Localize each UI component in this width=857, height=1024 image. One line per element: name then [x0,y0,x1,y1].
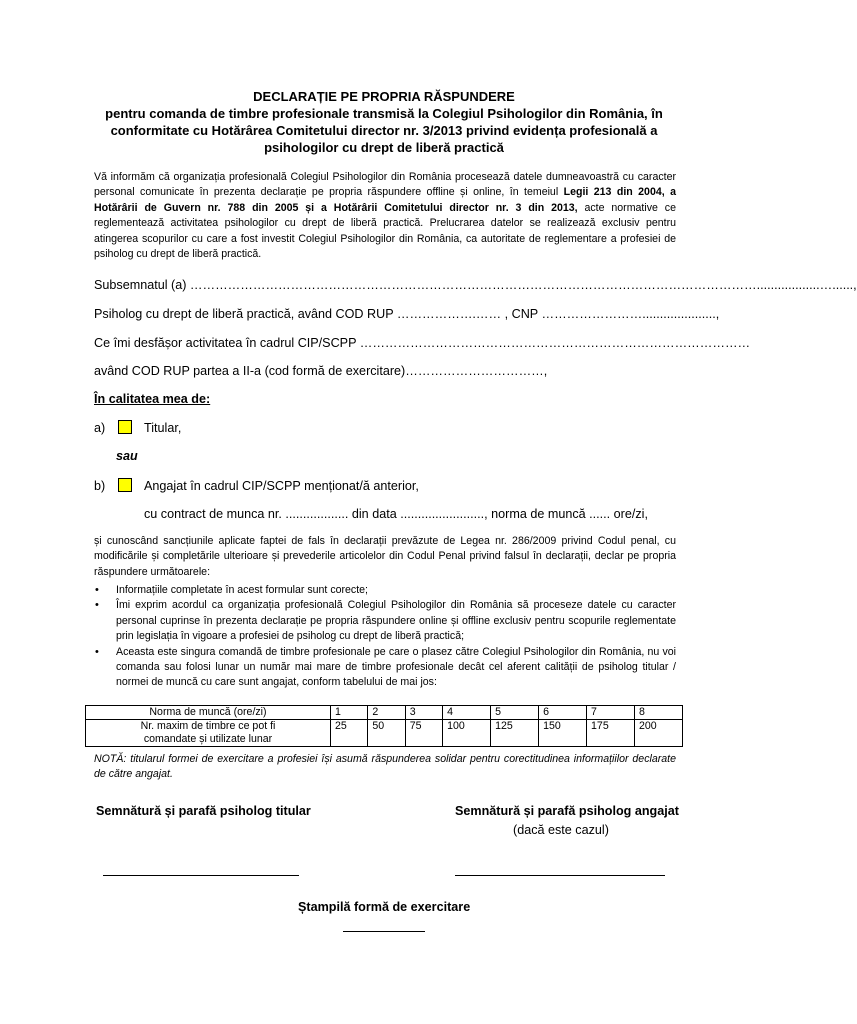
intro-legal-references: Legii 213 din 2004, a Hotărârii de Guvern nr. 788 din 2005 și a Hotărârii Comitetului director nr. 3 din 2013, [94,186,676,214]
table-cell: 25 [331,720,368,747]
stamp-line[interactable] [343,931,425,932]
option-b-letter: b) [94,479,106,493]
table-header-norma: Norma de muncă (ore/zi) [86,706,331,720]
max-timbre-label-line-2: comandate și utilizate lunar [143,733,273,745]
stamp-limits-table [85,705,683,747]
table-cell: 4 [443,706,491,720]
field-activitate-cip-scpp[interactable]: Ce îmi desfășor activitatea în cadrul CIP/SCPP ………………………………………………………………………………… [94,336,751,350]
document-header [100,88,668,156]
max-timbre-label-line-1: Nr. maxim de timbre ce pot fi [140,720,276,732]
table-cell: 2 [368,706,405,720]
table-cell: 175 [587,720,635,747]
document-subtitle-line-1: pentru comanda de timbre profesionale transmisă la Colegiul Psihologilor din România, în [105,106,663,121]
signature-label-titular: Semnătură și parafă psiholog titular [96,804,311,818]
option-b-label: Angajat în cadrul CIP/SCPP menționat/ă anterior, [144,479,419,493]
table-cell: 5 [491,706,539,720]
intro-text-part-1: Vă informăm că organizația profesională Colegiul Psihologilor din România procesează datele dumneavoastră cu caracter personal comunicate în prezenta declarație pe propria răspundere offline și online, în temeiul [94,171,676,199]
table-cell: 7 [587,706,635,720]
table-cell: 200 [635,720,683,747]
table-row [86,720,683,747]
declaration-bullet-list [94,583,676,691]
table-cell: 100 [443,720,491,747]
table-cell: 8 [635,706,683,720]
bullet-item: • Informațiile completate în acest formular sunt corecte; [94,583,676,598]
table-cell: 6 [539,706,587,720]
calitate-heading: În calitatea mea de: [94,392,211,406]
table-cell: 1 [331,706,368,720]
table-cell: 50 [368,720,405,747]
table-header-max-timbre [86,720,331,747]
option-a-letter: a) [94,421,106,435]
bullet-item: • Îmi exprim acordul ca organizația profesională Colegiul Psihologilor din România să proceseze datele cu caracter personal cuprinse în prezenta declarație pe propria răspundere online și offline exclusiv pentru scopurile reglementate prin legislația în vigoare a profesiei de psiholog cu drept de liberă practică; [94,598,676,644]
document-title: DECLARAȚIE PE PROPRIA RĂSPUNDERE [253,89,515,104]
legal-declaration-paragraph: și cunoscând sancțiunile aplicate faptei de fals în declarații prevăzute de Legea nr. 286/2009 privind Codul penal, cu modificările și completările ulterioare și prevederile articolelor din Codul Penal privind falsul în declarații, declar pe propria răspundere următoarele: [94,535,676,578]
document-subtitle-line-2: conformitate cu Hotărârea Comitetului director nr. 3/2013 privind evidența profesională a [110,123,658,138]
note-paragraph: NOTĂ: titularul formei de exercitare a profesiei își asumă răspunderea solidar pentru corectitudinea informațiilor declarate de către angajat. [94,753,676,781]
gdpr-intro-paragraph [94,170,676,262]
field-psiholog-cod-rup-cnp[interactable]: Psiholog cu drept de liberă practică, având COD RUP ……………….…… , CNP ……………………....................., [94,307,720,321]
intro-text-part-2: acte normative ce reglementează activitatea psihologilor cu drept de liberă practică. Prelucrarea datelor se realizează exclusiv pentru atingerea scopurilor cu care a fost investit Colegiul Psihologilor din România, ca autoritate de reglementare a profesiei de psiholog cu drept de liberă practică. [94,201,676,261]
field-contract-details[interactable]: cu contract de munca nr. .................. din data ........................, norma de muncă ...... ore/zi, [144,507,648,521]
signature-line-angajat[interactable] [455,875,665,876]
or-text: sau [116,449,138,463]
stamp-label: Ștampilă formă de exercitare [298,900,471,914]
angajat-checkbox[interactable] [118,478,132,492]
signature-angajat-note: (dacă este cazul) [513,823,609,837]
field-subsemnatul[interactable]: Subsemnatul (a) ………………………………………………………………………………………………………………………..................…......, [94,278,857,292]
table-cell: 3 [405,706,442,720]
signature-label-angajat: Semnătură și parafă psiholog angajat [455,804,679,818]
signature-line-titular[interactable] [103,875,299,876]
table-cell: 75 [405,720,442,747]
table-cell: 150 [539,720,587,747]
document-subtitle-line-3: psihologilor cu drept de liberă practică [264,140,504,155]
titular-checkbox[interactable] [118,420,132,434]
bullet-item: • Aceasta este singura comandă de timbre profesionale pe care o plasez către Colegiul Psihologilor din România, nu voi comanda sau folosi lunar un număr mai mare de timbre profesionale decât cel aferent calității de psiholog titular / normei de muncă cu care sunt angajat, conform tabelului de mai jos: [94,645,676,691]
field-cod-rup-partea-2[interactable]: având COD RUP partea a II-a (cod formă de exercitare)……………………………, [94,364,548,378]
table-row [86,706,683,720]
table-cell: 125 [491,720,539,747]
option-a-label: Titular, [144,421,182,435]
